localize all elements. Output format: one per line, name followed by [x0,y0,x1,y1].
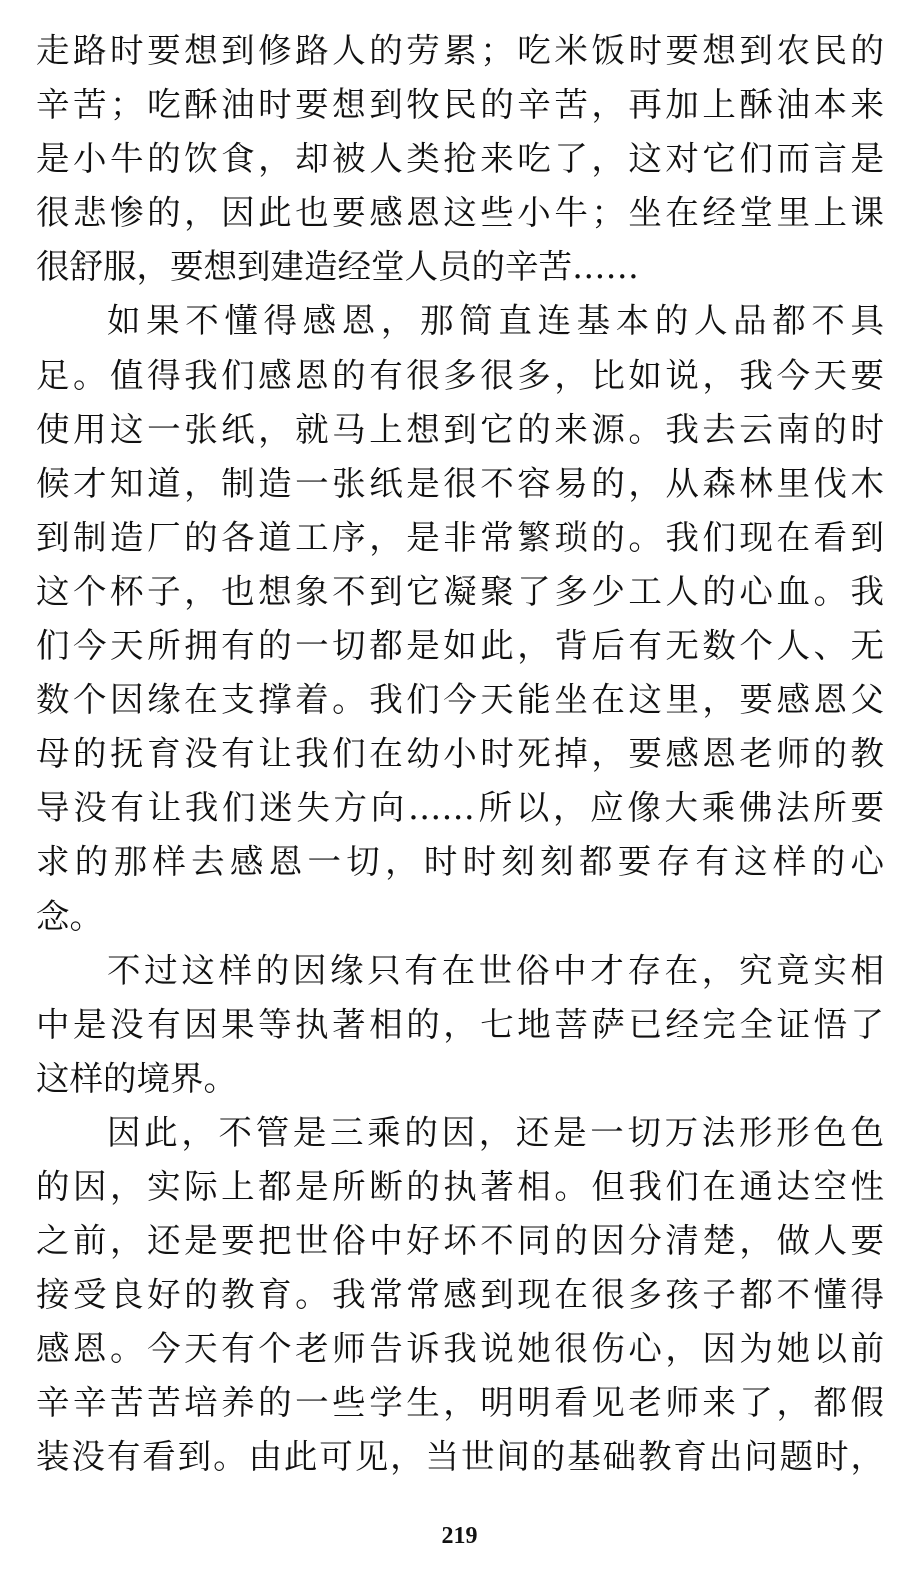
text-line: 候才知道，制造一张纸是很不容易的，从森林里伐木 [36,463,884,503]
paragraph-1 [36,24,884,294]
text-line: 们今天所拥有的一切都是如此，背后有无数个人、无 [36,626,884,666]
text-line: 装没有看到。由此可见，当世间的基础教育出问题时， [36,1437,884,1477]
text-line: 接受良好的教育。我常常感到现在很多孩子都不懂得 [36,1275,884,1315]
text-line: 之前，还是要把世俗中好坏不同的因分清楚，做人要 [36,1221,884,1261]
text-line: 导没有让我们迷失方向……所以，应像大乘佛法所要 [36,788,884,828]
text-line: 感恩。今天有个老师告诉我说她很伤心，因为她以前 [36,1329,884,1369]
text-line: 这个杯子，也想象不到它凝聚了多少工人的心血。我 [36,571,884,611]
text-line: 如果不懂得感恩，那简直连基本的人品都不具 [107,301,884,341]
text-line: 不过这样的因缘只有在世俗中才存在，究竟实相 [107,950,884,990]
text-line: 使用这一张纸，就马上想到它的来源。我去云南的时 [36,409,884,449]
text-line: 很舒服，要想到建造经堂人员的辛苦…… [36,247,639,287]
text-line: 辛苦；吃酥油时要想到牧民的辛苦，再加上酥油本来 [36,85,884,125]
text-line: 这样的境界。 [36,1058,237,1098]
paragraph-4 [36,1106,884,1485]
text-line: 走路时要想到修路人的劳累；吃米饭时要想到农民的 [36,31,884,70]
page-body [36,24,884,1485]
paragraph-3 [36,944,884,1106]
text-line: 中是没有因果等执著相的，七地菩萨已经完全证悟了 [36,1004,884,1044]
text-line: 母的抚育没有让我们在幼小时死掉，要感恩老师的教 [36,734,884,774]
text-line: 数个因缘在支撑着。我们今天能坐在这里，要感恩父 [36,680,884,720]
text-line: 足。值得我们感恩的有很多很多，比如说，我今天要 [36,355,884,395]
text-line: 到制造厂的各道工序，是非常繁琐的。我们现在看到 [36,517,884,557]
text-line: 念。 [36,896,103,936]
text-line: 很悲惨的，因此也要感恩这些小牛；坐在经堂里上课 [36,193,884,233]
paragraph-2 [36,294,884,943]
text-line: 的因，实际上都是所断的执著相。但我们在通达空性 [36,1166,884,1206]
text-line: 是小牛的饮食，却被人类抢来吃了，这对它们而言是 [36,139,884,179]
text-line: 辛辛苦苦培养的一些学生，明明看见老师来了，都假 [36,1383,884,1423]
text-line: 因此，不管是三乘的因，还是一切万法形形色色 [107,1112,884,1152]
page-number: 219 [441,1523,478,1549]
text-line: 求的那样去感恩一切，时时刻刻都要存有这样的心 [36,842,884,882]
